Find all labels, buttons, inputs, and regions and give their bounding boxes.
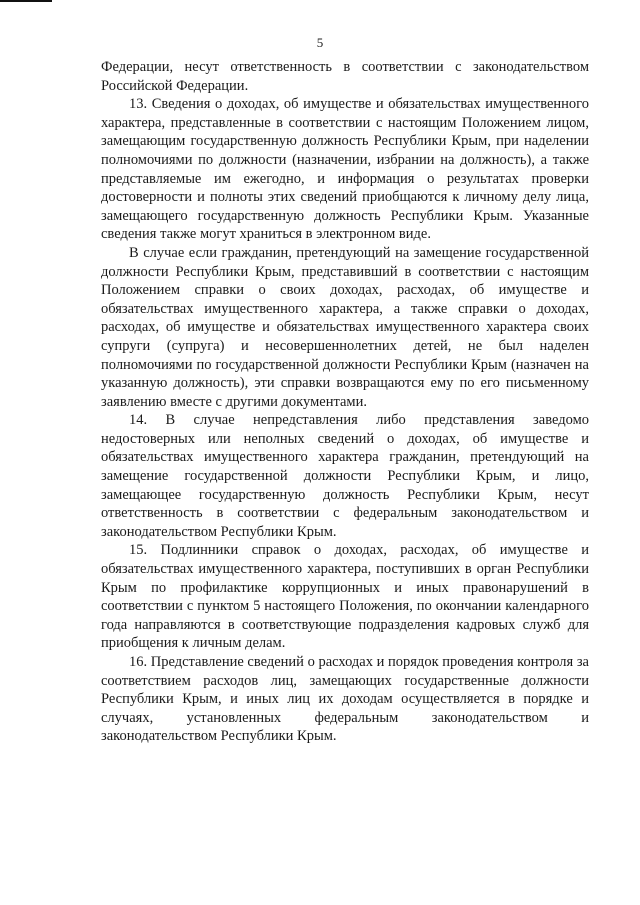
scan-corner-mark bbox=[0, 0, 52, 2]
paragraph-15: 15. Подлинники справок о доходах, расходах, об имуществе и обязательствах имущественного характера, поступивших в орган Республики Крым по профилактике коррупционных и иных правонарушений в соответствии с пунктом 5 настоящего Положения, по окончании календарного года направляются в соответствующие подразделения кадровых служб для приобщения к личным делам. bbox=[101, 542, 589, 652]
paragraph-13: 13. Сведения о доходах, об имуществе и обязательствах имущественного характера, представленные в соответствии с настоящим Положением лицом, замещающим государственную должность Республики Крым, при наделении полномочиями по должности (назначении, избрании на должность), а также представляемые им ежегодно, и информация о результатах проверки достоверности и полноты этих сведений приобщаются к личному делу лица, замещающего государственную должность Республики Крым. Указанные сведения также могут храниться в электронном виде. bbox=[101, 96, 589, 243]
paragraph-13-continued: В случае если гражданин, претендующий на замещение государственной должности Республики Крым, представивший в соответствии с настоящим Положением справки о своих доходах, расходах, об имуществе и обязательствах имущественного характера, а также справки о доходах, расходах, об имуществе и обязательствах имущественного характера своих супруги (супруга) и несовершеннолетних детей, не был наделен полномочиями по государственной должности Республики Крым (назначен на указанную должность), эти справки возвращаются ему по его письменному заявлению вместе с другими документами. bbox=[101, 244, 589, 410]
page-number: 5 bbox=[316, 35, 324, 50]
paragraph-14: 14. В случае непредставления либо представления заведомо недостоверных или неполных сведений о доходах, об имуществе и обязательствах имущественного характера гражданин, претендующий на замещение государственной должности Республики Крым, и лицо, замещающее государственную должность Республики Крым, несут ответственность в соответствии с федеральным законодательством и законодательством Республики Крым. bbox=[101, 412, 589, 540]
paragraph-16: 16. Представление сведений о расходах и порядок проведения контроля за соответствием расходов лиц, замещающих государственные должности Республики Крым, и иных лиц их доходам осуществляется в порядке и случаях, установленных федеральным законодательством и законодательством Республики Крым. bbox=[101, 654, 589, 745]
document-body bbox=[101, 58, 589, 746]
paragraph-continuation: Федерации, несут ответственность в соответствии с законодательством Российской Федерации. bbox=[101, 59, 589, 94]
